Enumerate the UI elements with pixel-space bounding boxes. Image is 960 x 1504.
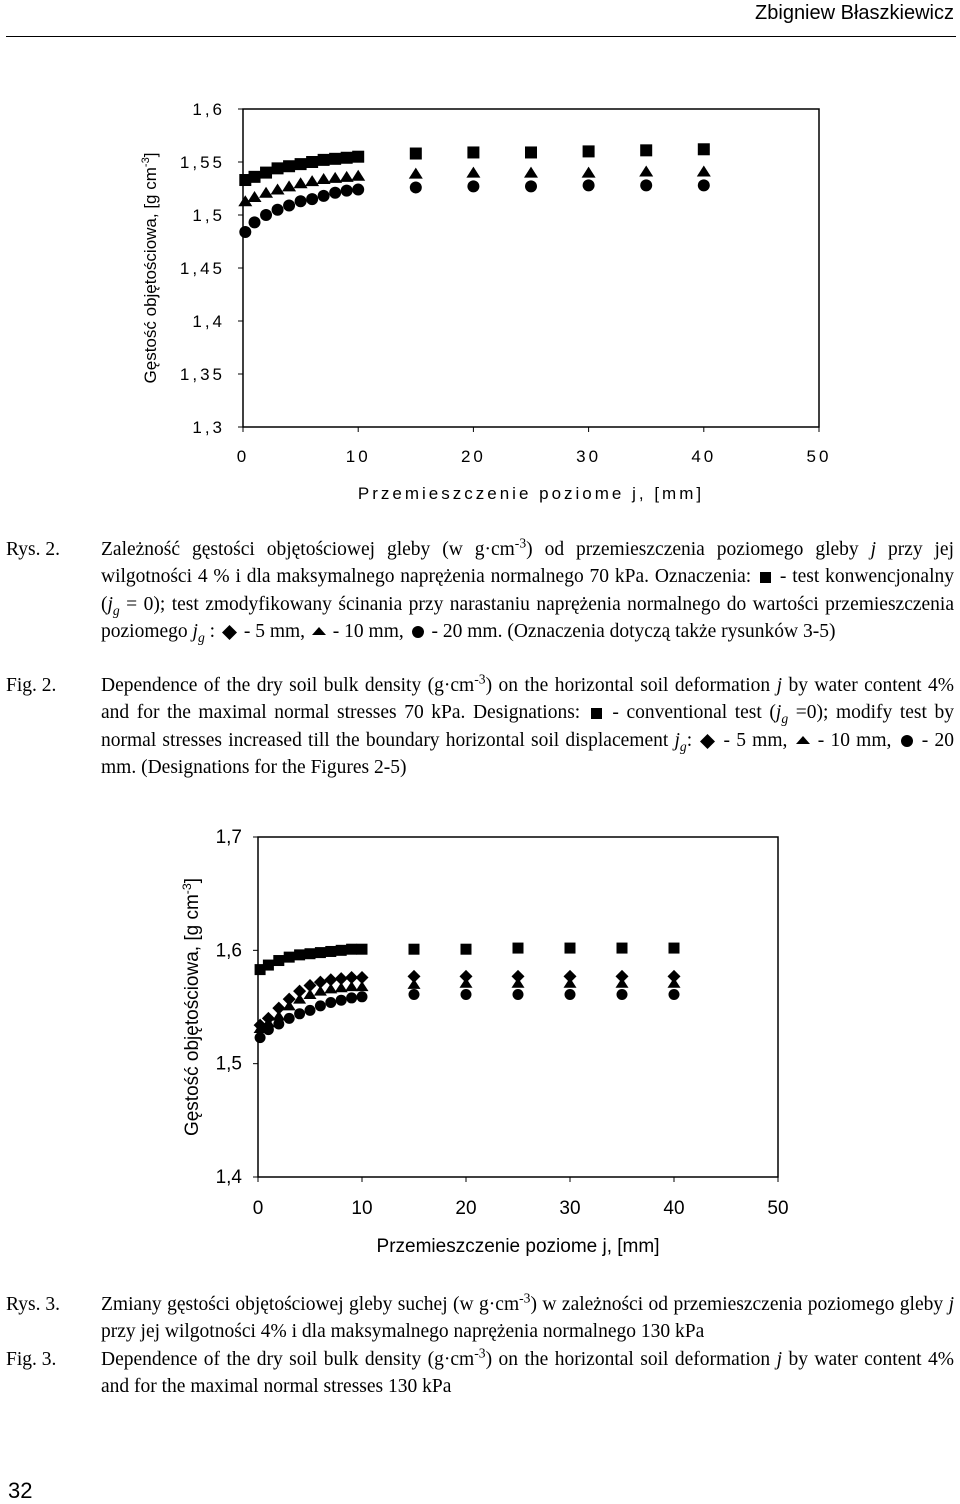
data-point-square	[325, 946, 336, 957]
plot-area-frame	[258, 837, 778, 1177]
data-point-square	[318, 154, 330, 166]
x-tick-label: 40	[691, 447, 717, 466]
data-point-triangle	[283, 1000, 296, 1010]
data-point-triangle	[294, 177, 308, 188]
fig3-label-pl: Rys. 3.	[6, 1294, 60, 1315]
data-point-square	[336, 945, 347, 956]
data-point-circle	[284, 1013, 295, 1024]
x-tick-label: 10	[345, 447, 371, 466]
fig3-label-en: Fig. 3.	[6, 1349, 57, 1370]
data-point-square	[409, 944, 420, 955]
y-axis-label-main: Gęstość objętościowa, [g cm	[141, 167, 160, 384]
x-tick-label: 40	[663, 1198, 685, 1219]
data-point-circle	[255, 1032, 266, 1043]
fig2-caption-pl: Zależność gęstości objętościowej gleby (w $g\cdot cm^{-3}$) od przemieszczenia poziomego gleby j przy jej wilgotności 4 % i dla maksymalnego naprężenia normalnego 70 kPa. Oznaczenia: - test konwencjonalny $(j_g = 0)$; test zmodyfikowany ścinania przy narastaniu naprężenia normalnego do wartości przemieszczenia poziomego $j_g$ : - 5 mm, - 10 mm, - 20 mm. (Oznaczenia dotyczą także rysunków 3-5)	[101, 535, 955, 645]
data-point-triangle	[259, 187, 273, 198]
data-point-square	[249, 171, 261, 183]
data-point-triangle	[345, 981, 358, 991]
x-tick-label: 20	[455, 1198, 477, 1219]
circle-marker-icon	[900, 734, 914, 748]
data-point-circle	[260, 209, 272, 221]
x-axis-label: Przemieszczenie poziome j, [mm]	[357, 484, 705, 503]
data-point-circle	[318, 190, 330, 202]
data-point-triangle	[305, 175, 319, 186]
triangle-marker-icon	[312, 627, 326, 637]
y-tick-label: 1,3	[192, 418, 225, 437]
data-point-square	[306, 156, 318, 168]
figure-2-chart	[0, 0, 960, 520]
y-tick-label: 1,5	[192, 206, 225, 225]
data-point-square	[461, 944, 472, 955]
y-tick-label: 1,6	[192, 100, 225, 119]
data-point-triangle	[512, 978, 525, 988]
data-point-square	[352, 151, 364, 163]
page-number: 32	[8, 1478, 33, 1503]
fig2-caption-en: Dependence of the dry soil bulk density $(g\cdot cm^{-3})$ on the horizontal soil deformation j by water content 4% and for the maximal normal stresses 70 kPa. Designations: - conventional test $(j_g =0)$; modify test by normal stresses increased till the boundary horizontal soil displacement $j_g$: - 5 mm, - 10 mm, - 20 mm. (Designations for the Figures 2-5)	[101, 671, 955, 778]
data-point-triangle	[460, 978, 473, 988]
y-tick-label: 1,55	[179, 153, 225, 172]
x-tick-label: 30	[559, 1198, 581, 1219]
fig3-caption-pl: Zmiany gęstości objętościowej gleby suchej (w $g\cdot cm^{-3}$) w zależności od przemieszczenia poziomego gleby j przy jej wilgotności 4% i dla maksymalnego naprężenia normalnego 130 kPa	[101, 1290, 954, 1343]
data-point-circle	[263, 1024, 274, 1035]
data-point-circle	[410, 181, 422, 193]
y-axis-label-sup: -3	[180, 883, 194, 895]
data-point-square	[295, 158, 307, 170]
data-point-triangle	[314, 986, 327, 996]
data-point-square	[315, 947, 326, 958]
data-point-circle	[467, 180, 479, 192]
data-point-triangle	[639, 166, 653, 177]
data-point-square	[357, 944, 368, 955]
data-point-square	[525, 146, 537, 158]
data-point-circle	[525, 180, 537, 192]
data-point-circle	[461, 989, 472, 1000]
data-point-triangle	[409, 168, 423, 179]
data-point-circle	[273, 1019, 284, 1030]
y-tick-label: 1,35	[179, 365, 225, 384]
data-point-triangle	[248, 191, 262, 202]
diamond-marker-icon	[222, 625, 237, 640]
x-tick-label: 30	[576, 447, 602, 466]
data-point-circle	[336, 995, 347, 1006]
data-point-square	[669, 943, 680, 954]
y-axis-label-end: ]	[182, 877, 203, 884]
data-point-triangle	[351, 170, 365, 181]
data-point-square	[565, 943, 576, 954]
data-point-square	[273, 955, 284, 966]
data-point-circle	[283, 199, 295, 211]
data-point-circle	[306, 193, 318, 205]
y-tick-label: 1,5	[215, 1053, 242, 1075]
data-point-circle	[565, 989, 576, 1000]
data-point-circle	[341, 185, 353, 197]
data-point-circle	[617, 989, 628, 1000]
fig2-label-en: Fig. 2.	[6, 675, 57, 696]
data-point-circle	[669, 989, 680, 1000]
y-tick-label: 1,4	[192, 312, 225, 331]
x-axis-label: Przemieszczenie poziome j, [mm]	[376, 1236, 660, 1257]
data-point-triangle	[524, 167, 538, 178]
x-tick-label: 50	[767, 1198, 789, 1219]
data-point-circle	[249, 216, 261, 228]
data-point-triangle	[668, 978, 681, 988]
data-point-circle	[295, 195, 307, 207]
data-point-square	[305, 948, 316, 959]
x-tick-label: 0	[236, 447, 250, 466]
data-point-circle	[325, 997, 336, 1008]
data-point-circle	[409, 989, 420, 1000]
diamond-marker-icon	[700, 734, 715, 749]
data-point-square	[283, 160, 295, 172]
triangle-marker-icon	[796, 736, 810, 746]
fig2-label-pl: Rys. 2.	[6, 539, 60, 560]
data-point-square	[263, 960, 274, 971]
data-point-square	[698, 143, 710, 155]
data-point-circle	[640, 179, 652, 191]
y-axis-label-main: Gęstość objętościowa, [g cm	[182, 894, 203, 1137]
data-point-circle	[305, 1005, 316, 1016]
data-point-circle	[346, 992, 357, 1003]
data-point-circle	[352, 184, 364, 196]
data-point-circle	[239, 226, 251, 238]
y-axis-label	[180, 878, 203, 1136]
y-tick-label: 1,45	[179, 259, 225, 278]
data-point-square	[617, 943, 628, 954]
data-point-circle	[294, 1008, 305, 1019]
data-point-circle	[329, 187, 341, 199]
fig3-caption-en: Dependence of the dry soil bulk density $(g\cdot cm^{-3})$ on the horizontal soil deformation j by water content 4% and for the maximal normal stresses 130 kPa	[101, 1345, 954, 1398]
data-point-circle	[315, 1000, 326, 1011]
data-point-triangle	[616, 978, 629, 988]
x-tick-label: 50	[806, 447, 832, 466]
figure-3-chart	[0, 800, 960, 1270]
circle-marker-icon	[411, 625, 425, 639]
data-point-square	[346, 944, 357, 955]
data-point-square	[260, 167, 272, 179]
running-header-author: Zbigniew Błaszkiewicz	[755, 2, 954, 24]
data-point-triangle	[697, 166, 711, 177]
data-point-square	[410, 148, 422, 160]
data-point-circle	[357, 991, 368, 1002]
data-point-square	[294, 949, 305, 960]
data-point-circle	[583, 179, 595, 191]
square-marker-icon	[759, 571, 772, 584]
data-point-square	[284, 952, 295, 963]
x-tick-label: 0	[252, 1198, 264, 1219]
data-point-triangle	[582, 167, 596, 178]
x-tick-label: 10	[351, 1198, 373, 1219]
data-point-square	[467, 146, 479, 158]
data-point-triangle	[564, 978, 577, 988]
data-point-square	[513, 943, 524, 954]
y-tick-label: 1,6	[215, 940, 242, 962]
data-point-circle	[513, 989, 524, 1000]
y-tick-label: 1,7	[215, 827, 242, 848]
data-point-triangle	[356, 981, 369, 991]
y-axis-label	[140, 153, 160, 384]
data-point-triangle	[408, 979, 421, 989]
square-marker-icon	[590, 707, 603, 720]
data-point-circle	[698, 179, 710, 191]
data-point-triangle	[466, 167, 480, 178]
data-point-square	[329, 153, 341, 165]
data-point-triangle	[271, 184, 285, 195]
y-tick-label: 1,4	[215, 1167, 242, 1188]
data-point-square	[272, 162, 284, 174]
data-point-circle	[272, 204, 284, 216]
x-tick-label: 20	[460, 447, 486, 466]
y-axis-label-end: ]	[141, 152, 160, 158]
data-point-triangle	[282, 180, 296, 191]
data-point-square	[640, 144, 652, 156]
y-axis-label-sup: -3	[140, 157, 152, 168]
data-point-square	[341, 152, 353, 164]
data-point-square	[583, 145, 595, 157]
